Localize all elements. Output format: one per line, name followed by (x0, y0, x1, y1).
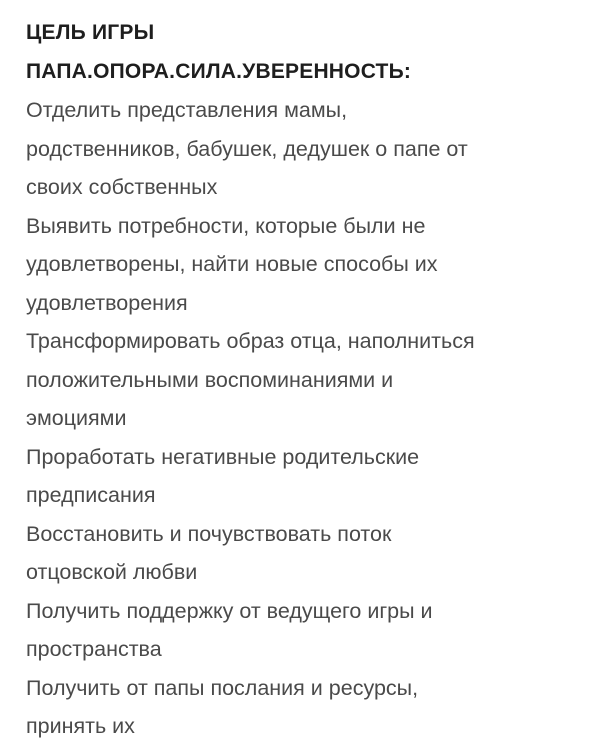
goal-text-line: родственников, бабушек, дедушек о папе от (26, 136, 468, 161)
goal-item-separate-views (26, 91, 580, 207)
goal-text-line: положительными воспоминаниями и (26, 367, 394, 392)
goal-text-line: пространства (26, 637, 162, 661)
goal-text-line: эмоциями (26, 406, 127, 430)
goal-text-line: предписания (26, 483, 156, 507)
goal-text-line: удовлетворения (26, 290, 188, 315)
goal-text-line: Отделить представления мамы, (26, 98, 348, 122)
goal-text-line: Трансформировать образ отца, наполниться (26, 329, 475, 353)
goal-text-line: Выявить потребности, которые были не (26, 213, 426, 238)
goal-text-line: отцовской любви (26, 560, 198, 584)
goal-text-line: Проработать негативные родительские (26, 444, 420, 469)
goal-text-line: удовлетворены, найти новые способы их (26, 252, 438, 276)
goal-item-receive-messages (26, 669, 580, 746)
goal-text-line: принять их (26, 714, 135, 738)
goal-item-get-support (26, 592, 580, 669)
page-title (26, 14, 580, 91)
goal-item-transform-father-image (26, 322, 580, 438)
goal-text-line: Восстановить и почувствовать поток (26, 521, 392, 546)
goal-item-identify-needs (26, 207, 580, 323)
goal-text-line: Получить поддержку от ведущего игры и (26, 598, 433, 623)
goal-item-restore-fatherly-love (26, 515, 580, 592)
goal-text-line: своих собственных (26, 175, 218, 199)
goal-item-work-through-prescriptions (26, 438, 580, 515)
goals-list (26, 91, 580, 746)
goal-text-line: Получить от папы послания и ресурсы, (26, 675, 419, 700)
title-line-1: ЦЕЛЬ ИГРЫ (26, 21, 155, 44)
title-line-2: ПАПА.ОПОРА.СИЛА.УВЕРЕННОСТЬ: (26, 59, 412, 83)
